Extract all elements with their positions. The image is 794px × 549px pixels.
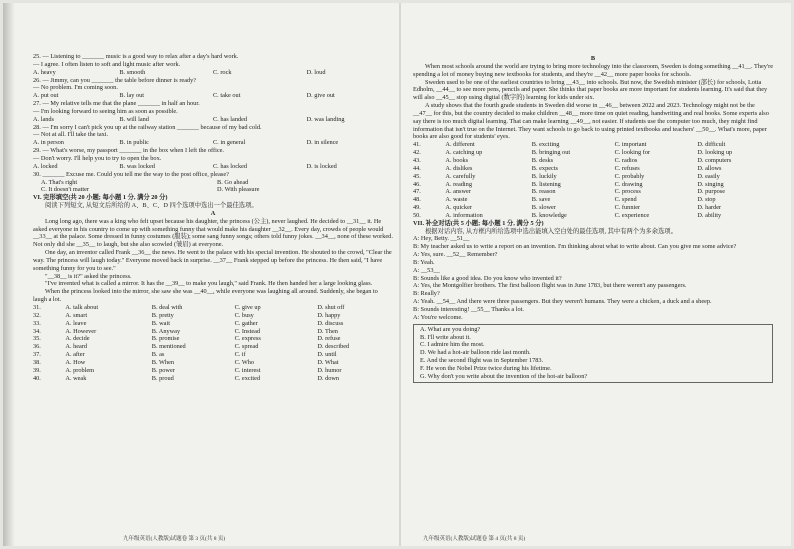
- cloze-number: 38.: [33, 358, 41, 366]
- question-options: [33, 116, 393, 124]
- question-item: [33, 100, 393, 124]
- dialogue-line: B: Yeah.: [413, 258, 435, 266]
- cloze-row: [413, 188, 773, 196]
- cloze-option: C. if: [234, 351, 246, 359]
- cloze-number: 34.: [33, 327, 41, 335]
- cloze-number: 50.: [413, 211, 421, 219]
- question-options: [33, 139, 393, 147]
- cloze-option: A. carefully: [445, 172, 476, 180]
- cloze-option: A. catching up: [445, 149, 483, 157]
- option: D. With pleasure: [217, 186, 260, 194]
- scan-shadow: [3, 3, 15, 546]
- question-text: 26. — Jimmy, can you _______ the table before dinner is ready?: [33, 76, 197, 84]
- cloze-number: 48.: [413, 196, 421, 204]
- cloze-option: A. heard: [65, 343, 88, 351]
- box-option: G. Why don't you write about the invention of the hot-air balloon?: [420, 372, 588, 380]
- passage-paragraph: "I've invented what is called a mirror. It has the __39__ to make you laugh," said Frank. He then handed her a large looking glass.: [45, 280, 373, 288]
- cloze-option: B. knowledge: [531, 211, 567, 219]
- cloze-option: A. decide: [65, 335, 90, 343]
- box-option: E. And the second flight was in September 1783.: [420, 357, 544, 365]
- cloze-row: [33, 312, 393, 320]
- cloze-option: A. However: [65, 327, 97, 335]
- dialogue-line: B: Sounds like a good idea. Do you know who invented it?: [413, 274, 562, 282]
- cloze-number: 45.: [413, 172, 421, 180]
- cloze-number: 46.: [413, 180, 421, 188]
- cloze-option: A. weak: [65, 374, 87, 382]
- option: A. locked: [33, 162, 58, 170]
- cloze-option: D. allows: [697, 164, 722, 172]
- cloze-option: C. gather: [234, 319, 258, 327]
- cloze-option: B. pretty: [151, 311, 174, 319]
- cloze-option: D. easily: [697, 172, 720, 180]
- cloze-option: D. Then: [317, 327, 338, 335]
- section-7-title: VII. 补全对话(共 5 小题; 每小题 1 分, 满分 5 分): [413, 219, 544, 227]
- option: B. smooth: [119, 68, 146, 76]
- cloze-row: [33, 351, 393, 359]
- cloze-option: D. refuse: [317, 335, 341, 343]
- cloze-option: A. reading: [445, 180, 472, 188]
- cloze-row: [33, 328, 393, 336]
- cloze-row: [413, 141, 773, 149]
- cloze-option: B. bringing out: [531, 149, 571, 157]
- option: C. rock: [212, 68, 232, 76]
- cloze-option: D. stop: [697, 196, 716, 204]
- dialogue-line: B: Sounds interesting! __55__ Thanks a lot.: [413, 306, 524, 313]
- option: D. loud: [306, 68, 326, 76]
- cloze-option: B. expects: [531, 164, 559, 172]
- cloze-option: B. mentioned: [151, 343, 186, 351]
- option: B. lay out: [119, 92, 145, 100]
- cloze-options-a: [33, 304, 393, 382]
- cloze-number: 33.: [33, 319, 41, 327]
- question-response: — Don't worry. I'll help you to try to open the box.: [33, 154, 162, 162]
- cloze-option: B. reason: [531, 188, 556, 196]
- question-options: [33, 69, 393, 77]
- cloze-number: 44.: [413, 164, 421, 172]
- cloze-option: D. discuss: [317, 319, 344, 327]
- cloze-option: D. humor: [317, 366, 342, 374]
- left-page: [33, 53, 393, 382]
- cloze-option: A. after: [65, 351, 85, 359]
- question-item: [33, 53, 393, 77]
- cloze-number: 47.: [413, 188, 421, 196]
- cloze-option: D. ability: [697, 211, 722, 219]
- question-text: 25. — Listening to _______ music is a good way to relax after a day's hard work.: [33, 53, 239, 60]
- cloze-option: A. talk about: [65, 304, 99, 311]
- cloze-option: A. leave: [65, 319, 87, 327]
- section-6-title: VI. 完形填空(共 20 小题; 每小题 1 分, 满分 20 分): [33, 194, 168, 202]
- passage-paragraph: A study shows that the fourth grade students in Sweden did worse in __46__ between 2022 and 2023. Technology might not be the __47__ for this, but the country decided to make children __48__ more time on quiet reading, handwriting and real books. Some experts also say there is too much digital learning. That can make learning __49__, not easier. If students use the computer too much, they might find information that isn't true on the Internet. They want schools to go back to using printed textbooks and teachers' __50__. What's more, paper books are also good for students' eyes.: [413, 102, 769, 141]
- passage-paragraph: "__38__ is it?" asked the princess.: [45, 272, 132, 280]
- question-response: — I agree. I often listen to soft and light music after work.: [33, 60, 181, 68]
- cloze-option: C. process: [614, 188, 641, 196]
- cloze-option: D. described: [317, 343, 350, 351]
- option: D. in silence: [306, 139, 339, 147]
- cloze-row: [413, 212, 773, 220]
- cloze-option: B. save: [531, 196, 551, 204]
- cloze-option: C. important: [614, 141, 647, 149]
- option: A. lands: [33, 115, 54, 123]
- cloze-option: A. dislikes: [445, 164, 473, 172]
- option: D. is locked: [306, 162, 337, 170]
- option: A. in person: [33, 139, 64, 147]
- cloze-option: A. smart: [65, 311, 88, 319]
- cloze-option: C. spend: [614, 196, 637, 204]
- cloze-option: D. looking up: [697, 149, 733, 157]
- question-item: [33, 77, 393, 101]
- right-footer: 九年级英语(人教版)试题卷 第 4 页(共 8 页): [423, 536, 526, 542]
- cloze-row: [413, 165, 773, 173]
- option: B. in public: [119, 139, 149, 147]
- cloze-option: C. Instead: [234, 327, 261, 335]
- option: D. give out: [306, 92, 335, 100]
- passage-paragraph: Sweden used to be one of the earliest countries to bring __43__ into schools. But now, the Swedish minister (部长) for schools, Lotta Edholm, __44__ to see more pens, pencils and paper. She thinks that paper books are more important for students learning. It's said that they will also __45__ stop using digital (数字的) learning for kids under six.: [413, 78, 768, 102]
- cloze-number: 35.: [33, 335, 41, 343]
- cloze-option: B. proud: [151, 374, 174, 382]
- question-response: — Not at all. I'll take the taxi.: [33, 131, 109, 139]
- cloze-option: B. as: [151, 351, 165, 359]
- option: A. That's right: [41, 178, 78, 186]
- cloze-option: C. refuses: [614, 164, 640, 172]
- cloze-option: B. luckily: [531, 172, 557, 180]
- question-options: [33, 92, 393, 100]
- passage-paragraph: When the princess looked into the mirror, she saw she was __40__, while everyone was laughing all around. Suddenly, she began to laugh a lot.: [33, 288, 378, 304]
- cloze-option: B. wait: [151, 319, 170, 327]
- box-option: A. What are you doing?: [420, 325, 481, 333]
- exam-sheet: [3, 3, 791, 546]
- cloze-option: D. harder: [697, 204, 722, 212]
- cloze-option: A. books: [445, 156, 469, 164]
- cloze-number: 40.: [33, 374, 41, 382]
- dialogue-line: A: Yes, sure. __52__ Remember?: [413, 251, 498, 259]
- question-30: [33, 171, 393, 195]
- cloze-option: D. singing: [697, 180, 724, 188]
- cloze-number: 36.: [33, 343, 41, 351]
- cloze-option: C. experience: [614, 211, 650, 219]
- cloze-option: D. down: [317, 374, 340, 382]
- dialogue-line: B: My teacher asked us to write a report on an invention. I'm thinking about what to write about. Can you give me some advice?: [413, 243, 737, 251]
- cloze-row: [33, 359, 393, 367]
- passage-b: [413, 63, 773, 141]
- cloze-option: C. interest: [234, 366, 261, 374]
- cloze-row: [413, 204, 773, 212]
- cloze-option: D. purpose: [697, 188, 726, 196]
- cloze-number: 42.: [413, 149, 421, 157]
- cloze-option: D. What: [317, 358, 339, 366]
- cloze-option: C. looking for: [614, 149, 651, 157]
- cloze-number: 37.: [33, 351, 41, 359]
- cloze-option: A. answer: [445, 188, 471, 196]
- cloze-number: 39.: [33, 366, 41, 374]
- option: A. put out: [33, 92, 59, 100]
- question-options: [33, 179, 393, 195]
- cloze-number: 32.: [33, 311, 41, 319]
- cloze-option: B. Anyway: [151, 327, 181, 335]
- cloze-row: [33, 320, 393, 328]
- cloze-option: A. different: [445, 141, 475, 149]
- dialogue-line: A: You're welcome.: [413, 313, 463, 321]
- cloze-option: B. listening: [531, 180, 561, 188]
- right-page: [413, 55, 773, 385]
- cloze-option: B. slower: [531, 204, 556, 212]
- cloze-option: C. busy: [234, 311, 254, 319]
- passage-a-label: A: [210, 209, 216, 217]
- cloze-row: [413, 173, 773, 181]
- cloze-option: D. until: [317, 351, 337, 359]
- cloze-row: [413, 149, 773, 157]
- dialogue: [413, 235, 773, 321]
- question-options: [33, 163, 393, 171]
- cloze-row: [413, 181, 773, 189]
- dialogue-line: A: Yeah. __54__ And there were three passengers. But they weren't humans. They were a chicken, a duck and a sheep.: [413, 298, 712, 306]
- left-footer: 九年级英语(人教版)试题卷 第 3 页(共 8 页): [123, 536, 226, 542]
- question-item: [33, 147, 393, 171]
- cloze-option: B. promise: [151, 335, 180, 343]
- cloze-option: D. difficult: [697, 141, 726, 149]
- question-item: [33, 124, 393, 148]
- cloze-option: B. power: [151, 366, 175, 374]
- cloze-option: D. computers: [697, 156, 732, 164]
- cloze-row: [413, 157, 773, 165]
- option: B. was locked: [119, 162, 155, 170]
- option: C. take out: [212, 92, 241, 100]
- multiple-choice-list: [33, 53, 393, 171]
- options-box: [413, 324, 773, 383]
- cloze-number: 41.: [413, 141, 421, 149]
- cloze-option: C. give up: [234, 304, 261, 311]
- cloze-option: C. drawing: [614, 180, 643, 188]
- question-response: — No problem. I'm coming soon.: [33, 84, 118, 92]
- cloze-option: A. information: [445, 211, 483, 219]
- cloze-option: D. happy: [317, 311, 341, 319]
- option: B. Go ahead: [217, 178, 249, 186]
- cloze-option: B. exciting: [531, 141, 560, 149]
- cloze-option: A. problem: [65, 366, 95, 374]
- cloze-row: [33, 375, 393, 383]
- dialogue-line: A: __53__: [413, 266, 440, 274]
- cloze-number: 43.: [413, 156, 421, 164]
- question-text: 27. — My relative tells me that the plane _______ in half an hour.: [33, 100, 200, 108]
- box-option: C. I admire him the most.: [420, 341, 485, 349]
- passage-b-label: B: [590, 55, 596, 62]
- cloze-option: B. desks: [531, 156, 554, 164]
- cloze-option: C. probably: [614, 172, 645, 180]
- question-text: 30. _______ Excuse me. Could you tell me the way to the post office, please?: [33, 170, 229, 178]
- question-text: 28. — I'm sorry I can't pick you up at the railway station _______ because of my bad cold.: [33, 123, 262, 131]
- cloze-option: A. How: [65, 358, 86, 366]
- cloze-row: [33, 304, 393, 312]
- cloze-option: A. waste: [445, 196, 468, 204]
- cloze-option: C. spread: [234, 343, 259, 351]
- passage-paragraph: One day, an inventor called Frank __36__ the news. He went to the palace with his special invention. He shouted to the crowd, "Clear the way. The princess will laugh today." Everyone moved back in surprise. __37__ Frank stepped up before the princess. He then said, "I have something funny for you to see.": [33, 249, 392, 272]
- passage-a: [33, 218, 393, 304]
- cloze-option: C. excited: [234, 374, 261, 382]
- question-text: 29. — What's worse, my passport _______ in the box when I left the office.: [33, 147, 224, 155]
- cloze-options-b: [413, 141, 773, 219]
- option: A. heavy: [33, 68, 56, 76]
- passage-paragraph: When most schools around the world are trying to bring more technology into the classroom, Sweden is doing something __41__. They're spending a lot of money buying new textbooks for students, and they're __42__ more paper books for schools.: [413, 62, 773, 78]
- box-option: D. We had a hot-air balloon ride last month.: [420, 349, 531, 357]
- section-7-instructions: 根据对话内容, 从方框内所给选项中选出能填入空白处的最佳选项, 其中有两个为多余选项。: [425, 227, 677, 235]
- cloze-row: [33, 367, 393, 375]
- box-option: F. He won the Nobel Prize twice during his lifetime.: [420, 364, 552, 372]
- cloze-option: C. Who: [234, 358, 255, 366]
- option: B. will land: [119, 115, 149, 123]
- option: D. was landing: [306, 115, 345, 123]
- cloze-option: C. express: [234, 335, 261, 343]
- cloze-row: [33, 343, 393, 351]
- passage-paragraph: Long long ago, there was a king who felt upset because his daughter, the princess (公主), never laughed. He decided to __31__ it. He asked everyone in his country to come up with something funny that would make his daughter __32__. Every day, crowds of people would __33__ at the palace. Some dressed in funny costumes (服装); some sang funny songs; others told funny jokes. __34__, none of these worked. Not only did she __35__ to laugh, but she also scowled (皱眉) at everyone.: [33, 217, 393, 249]
- cloze-option: B. When: [151, 358, 175, 366]
- cloze-number: 31.: [33, 304, 41, 311]
- section-6-instructions: 阅读下列短文, 从短文后所给的 A、B、C、D 四个选项中选出一个最佳选项。: [45, 202, 258, 210]
- option: C. It doesn't matter: [41, 186, 90, 194]
- cloze-number: 49.: [413, 204, 421, 212]
- cloze-row: [413, 196, 773, 204]
- option: C. has locked: [212, 162, 248, 170]
- cloze-option: A. quicker: [445, 204, 472, 212]
- dialogue-line: B: Really?: [413, 290, 440, 298]
- question-response: — I'm looking forward to seeing him as soon as possible.: [33, 107, 178, 115]
- dialogue-line: A: Hey, Betty. __51__: [413, 235, 470, 243]
- cloze-option: D. shut off: [317, 304, 345, 311]
- option: C. has landed: [212, 115, 248, 123]
- box-option: B. I'll write about it.: [420, 333, 471, 341]
- cloze-option: C. funnier: [614, 204, 641, 212]
- cloze-option: B. deal with: [151, 304, 183, 311]
- dialogue-line: A: Yes, the Montgolfier brothers. The first balloon flight was in June 1783, but there weren't any passengers.: [413, 282, 687, 290]
- option: C. in general: [212, 139, 246, 147]
- page-fold: [399, 3, 401, 546]
- cloze-row: [33, 335, 393, 343]
- cloze-option: C. radios: [614, 156, 638, 164]
